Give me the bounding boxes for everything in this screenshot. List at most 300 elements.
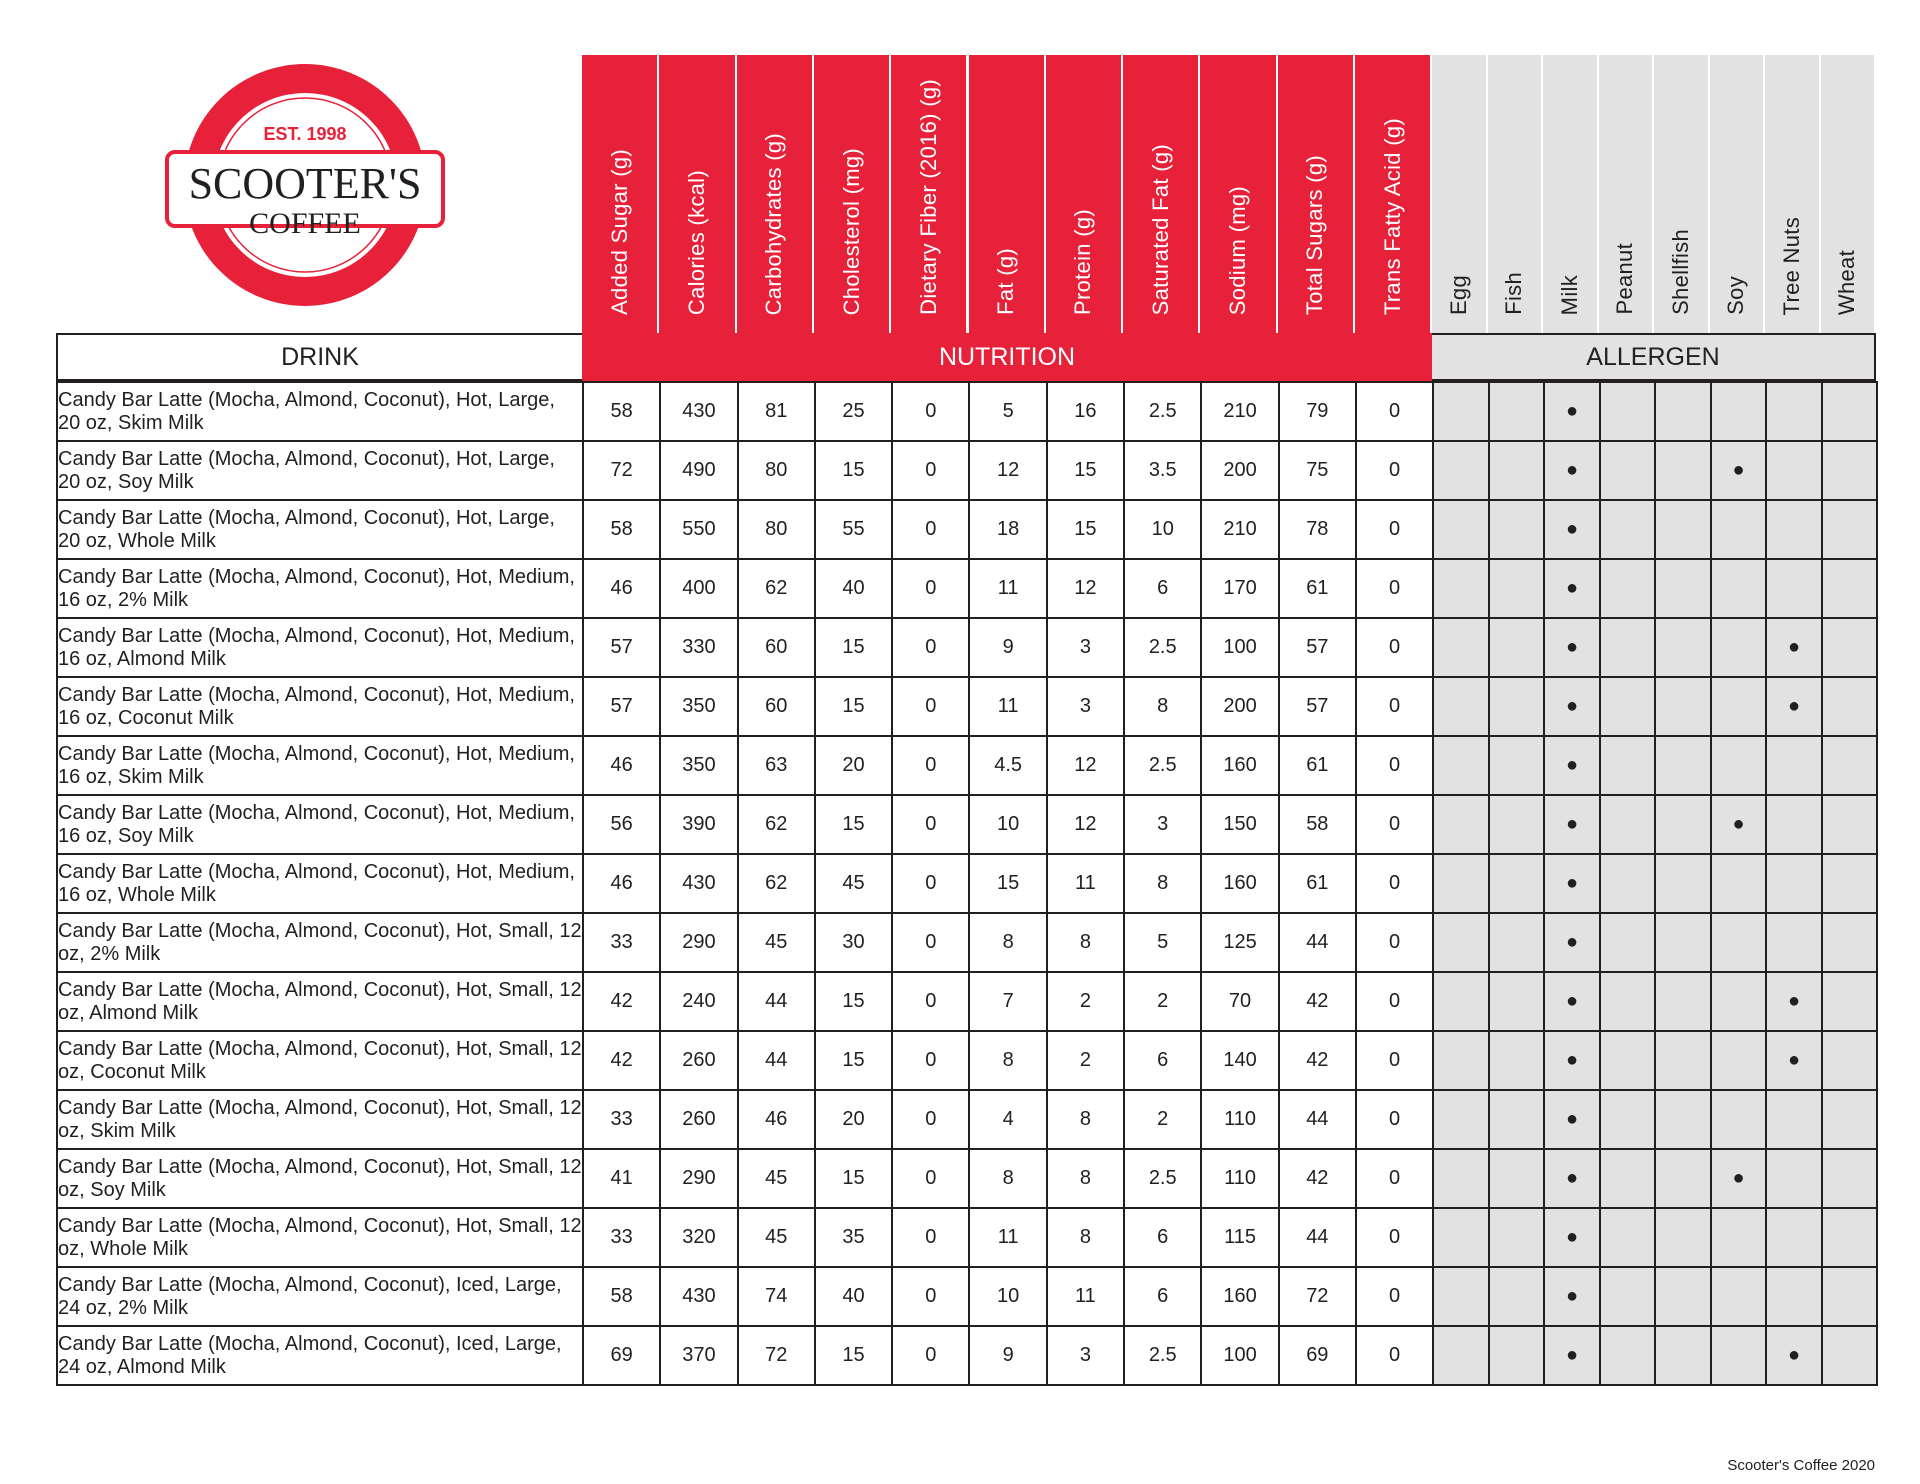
nutrition-value-cell: 0 xyxy=(1356,795,1433,854)
nutrition-value-cell: 8 xyxy=(969,1031,1046,1090)
table-row xyxy=(57,736,1877,795)
nutrition-value-cell: 45 xyxy=(738,1208,815,1267)
nutrition-value-cell: 160 xyxy=(1201,736,1278,795)
nutrition-value-cell: 15 xyxy=(815,972,892,1031)
nutrition-column-header xyxy=(737,55,814,335)
allergen-marker-cell xyxy=(1655,1090,1711,1149)
allergen-marker-cell xyxy=(1822,1149,1878,1208)
nutrition-value-cell: 390 xyxy=(660,795,737,854)
nutrition-value-cell: 0 xyxy=(1356,913,1433,972)
nutrition-value-cell: 0 xyxy=(1356,618,1433,677)
table-row xyxy=(57,1208,1877,1267)
allergen-marker-cell xyxy=(1433,795,1489,854)
nutrition-value-cell: 0 xyxy=(1356,1326,1433,1385)
nutrition-value-cell: 0 xyxy=(892,1090,969,1149)
nutrition-value-cell: 70 xyxy=(1201,972,1278,1031)
allergen-column-header xyxy=(1432,55,1488,335)
allergen-column-label: Soy xyxy=(1723,276,1749,315)
allergen-marker-cell: ● xyxy=(1766,1326,1822,1385)
allergen-marker-cell xyxy=(1433,972,1489,1031)
nutrition-value-cell: 8 xyxy=(1124,677,1201,736)
nutrition-value-cell: 63 xyxy=(738,736,815,795)
nutrition-value-cell: 45 xyxy=(738,913,815,972)
allergen-marker-cell xyxy=(1711,382,1767,441)
allergen-marker-cell xyxy=(1433,1208,1489,1267)
allergen-marker-cell xyxy=(1489,559,1545,618)
allergen-marker-cell: ● xyxy=(1544,1208,1600,1267)
allergen-column-header xyxy=(1765,55,1821,335)
table-row xyxy=(57,382,1877,441)
nutrition-value-cell: 0 xyxy=(1356,559,1433,618)
nutrition-value-cell: 80 xyxy=(738,441,815,500)
allergen-marker-cell xyxy=(1766,1090,1822,1149)
allergen-marker-cell xyxy=(1433,677,1489,736)
nutrition-value-cell: 0 xyxy=(1356,1208,1433,1267)
allergen-column-header xyxy=(1543,55,1599,335)
allergen-marker-cell xyxy=(1600,1326,1656,1385)
scooters-coffee-logo xyxy=(163,60,447,310)
nutrition-value-cell: 6 xyxy=(1124,1031,1201,1090)
nutrition-value-cell: 2.5 xyxy=(1124,736,1201,795)
table-body xyxy=(57,382,1877,1385)
allergen-marker-cell xyxy=(1655,559,1711,618)
nutrition-column-header xyxy=(582,55,659,335)
allergen-marker-cell xyxy=(1600,1208,1656,1267)
allergen-column-header xyxy=(1710,55,1766,335)
table-row xyxy=(57,500,1877,559)
nutrition-value-cell: 0 xyxy=(1356,736,1433,795)
nutrition-value-cell: 11 xyxy=(969,559,1046,618)
allergen-marker-cell xyxy=(1822,677,1878,736)
nutrition-value-cell: 62 xyxy=(738,854,815,913)
nutrition-value-cell: 2 xyxy=(1124,1090,1201,1149)
nutrition-value-cell: 110 xyxy=(1201,1090,1278,1149)
allergen-marker-cell xyxy=(1711,1031,1767,1090)
nutrition-value-cell: 11 xyxy=(969,677,1046,736)
allergen-marker-cell xyxy=(1489,1090,1545,1149)
nutrition-value-cell: 370 xyxy=(660,1326,737,1385)
nutrition-value-cell: 3 xyxy=(1047,618,1124,677)
allergen-marker-cell xyxy=(1822,1090,1878,1149)
nutrition-value-cell: 0 xyxy=(892,618,969,677)
nutrition-value-cell: 0 xyxy=(892,559,969,618)
nutrition-column-label: Carbohydrates (g) xyxy=(761,132,787,315)
allergen-marker-cell xyxy=(1600,441,1656,500)
allergen-column-label: Shellfish xyxy=(1667,229,1693,315)
nutrition-value-cell: 3 xyxy=(1047,1326,1124,1385)
nutrition-value-cell: 75 xyxy=(1279,441,1356,500)
drink-name-cell: Candy Bar Latte (Mocha, Almond, Coconut), Hot, Medium, 16 oz, 2% Milk xyxy=(57,559,583,618)
nutrition-value-cell: 100 xyxy=(1201,618,1278,677)
nutrition-value-cell: 30 xyxy=(815,913,892,972)
nutrition-value-cell: 6 xyxy=(1124,1267,1201,1326)
nutrition-value-cell: 125 xyxy=(1201,913,1278,972)
allergen-marker-cell xyxy=(1489,500,1545,559)
allergen-marker-cell xyxy=(1433,1031,1489,1090)
nutrition-value-cell: 57 xyxy=(583,677,660,736)
allergen-marker-cell xyxy=(1822,618,1878,677)
allergen-marker-cell: ● xyxy=(1544,677,1600,736)
nutrition-value-cell: 0 xyxy=(1356,1267,1433,1326)
allergen-marker-cell xyxy=(1433,500,1489,559)
nutrition-value-cell: 12 xyxy=(1047,736,1124,795)
allergen-column-label: Egg xyxy=(1445,274,1471,315)
allergen-marker-cell xyxy=(1600,618,1656,677)
nutrition-value-cell: 18 xyxy=(969,500,1046,559)
nutrition-column-label: Trans Fatty Acid (g) xyxy=(1379,117,1405,315)
nutrition-value-cell: 45 xyxy=(738,1149,815,1208)
nutrition-value-cell: 0 xyxy=(892,1326,969,1385)
nutrition-value-cell: 58 xyxy=(583,382,660,441)
nutrition-value-cell: 0 xyxy=(892,1267,969,1326)
allergen-marker-cell xyxy=(1822,1267,1878,1326)
nutrition-value-cell: 0 xyxy=(1356,1149,1433,1208)
allergen-marker-cell xyxy=(1489,677,1545,736)
nutrition-value-cell: 74 xyxy=(738,1267,815,1326)
allergen-marker-cell xyxy=(1655,500,1711,559)
nutrition-value-cell: 0 xyxy=(892,854,969,913)
drink-name-cell: Candy Bar Latte (Mocha, Almond, Coconut), Hot, Medium, 16 oz, Skim Milk xyxy=(57,736,583,795)
allergen-marker-cell xyxy=(1711,913,1767,972)
drink-name-cell: Candy Bar Latte (Mocha, Almond, Coconut), Hot, Small, 12 oz, Whole Milk xyxy=(57,1208,583,1267)
nutrition-value-cell: 4.5 xyxy=(969,736,1046,795)
nutrition-value-cell: 400 xyxy=(660,559,737,618)
allergen-marker-cell xyxy=(1489,795,1545,854)
allergen-marker-cell: ● xyxy=(1544,1326,1600,1385)
allergen-marker-cell xyxy=(1489,1326,1545,1385)
table-row xyxy=(57,1090,1877,1149)
allergen-marker-cell: ● xyxy=(1544,559,1600,618)
nutrition-section-header: NUTRITION xyxy=(582,333,1432,381)
allergen-marker-cell xyxy=(1433,1149,1489,1208)
nutrition-value-cell: 61 xyxy=(1279,736,1356,795)
nutrition-value-cell: 100 xyxy=(1201,1326,1278,1385)
nutrition-value-cell: 42 xyxy=(1279,1149,1356,1208)
nutrition-value-cell: 11 xyxy=(969,1208,1046,1267)
allergen-marker-cell xyxy=(1822,1031,1878,1090)
allergen-marker-cell xyxy=(1489,972,1545,1031)
nutrition-value-cell: 11 xyxy=(1047,1267,1124,1326)
nutrition-value-cell: 33 xyxy=(583,913,660,972)
nutrition-value-cell: 490 xyxy=(660,441,737,500)
nutrition-value-cell: 69 xyxy=(583,1326,660,1385)
nutrition-value-cell: 44 xyxy=(1279,1208,1356,1267)
table-row xyxy=(57,618,1877,677)
table-row xyxy=(57,677,1877,736)
drink-name-cell: Candy Bar Latte (Mocha, Almond, Coconut), Hot, Small, 12 oz, Almond Milk xyxy=(57,972,583,1031)
nutrition-value-cell: 8 xyxy=(1124,854,1201,913)
nutrition-value-cell: 69 xyxy=(1279,1326,1356,1385)
allergen-marker-cell xyxy=(1655,382,1711,441)
allergen-marker-cell xyxy=(1766,854,1822,913)
allergen-marker-cell xyxy=(1655,1149,1711,1208)
allergen-marker-cell xyxy=(1600,736,1656,795)
allergen-marker-cell xyxy=(1766,441,1822,500)
nutrition-column-header xyxy=(1355,55,1432,335)
logo-name-text: SCOOTER'S xyxy=(188,159,422,208)
drink-name-cell: Candy Bar Latte (Mocha, Almond, Coconut), Hot, Medium, 16 oz, Soy Milk xyxy=(57,795,583,854)
allergen-marker-cell: ● xyxy=(1766,618,1822,677)
nutrition-value-cell: 44 xyxy=(1279,913,1356,972)
nutrition-value-cell: 61 xyxy=(1279,559,1356,618)
nutrition-value-cell: 0 xyxy=(892,500,969,559)
allergen-marker-cell xyxy=(1711,1090,1767,1149)
allergen-marker-cell xyxy=(1822,795,1878,854)
nutrition-value-cell: 78 xyxy=(1279,500,1356,559)
allergen-column-label: Tree Nuts xyxy=(1778,216,1804,315)
nutrition-value-cell: 350 xyxy=(660,677,737,736)
nutrition-value-cell: 290 xyxy=(660,913,737,972)
nutrition-value-cell: 2 xyxy=(1047,1031,1124,1090)
nutrition-value-cell: 42 xyxy=(1279,1031,1356,1090)
nutrition-value-cell: 320 xyxy=(660,1208,737,1267)
nutrition-value-cell: 80 xyxy=(738,500,815,559)
allergen-marker-cell: ● xyxy=(1766,1031,1822,1090)
nutrition-value-cell: 0 xyxy=(892,677,969,736)
allergen-marker-cell xyxy=(1600,1267,1656,1326)
drink-name-cell: Candy Bar Latte (Mocha, Almond, Coconut), Iced, Large, 24 oz, 2% Milk xyxy=(57,1267,583,1326)
nutrition-table xyxy=(56,381,1878,1386)
nutrition-value-cell: 15 xyxy=(815,441,892,500)
allergen-marker-cell xyxy=(1433,559,1489,618)
allergen-marker-cell xyxy=(1766,913,1822,972)
allergen-marker-cell xyxy=(1433,382,1489,441)
nutrition-value-cell: 2.5 xyxy=(1124,618,1201,677)
nutrition-value-cell: 45 xyxy=(815,854,892,913)
nutrition-value-cell: 12 xyxy=(969,441,1046,500)
allergen-marker-cell: ● xyxy=(1711,795,1767,854)
allergen-marker-cell: ● xyxy=(1544,382,1600,441)
nutrition-value-cell: 81 xyxy=(738,382,815,441)
nutrition-value-cell: 41 xyxy=(583,1149,660,1208)
nutrition-value-cell: 330 xyxy=(660,618,737,677)
nutrition-value-cell: 2 xyxy=(1124,972,1201,1031)
allergen-marker-cell xyxy=(1711,500,1767,559)
allergen-marker-cell: ● xyxy=(1711,441,1767,500)
nutrition-value-cell: 0 xyxy=(892,913,969,972)
nutrition-value-cell: 35 xyxy=(815,1208,892,1267)
nutrition-value-cell: 9 xyxy=(969,618,1046,677)
allergen-marker-cell xyxy=(1655,1031,1711,1090)
nutrition-column-header xyxy=(1123,55,1200,335)
drink-name-cell: Candy Bar Latte (Mocha, Almond, Coconut), Hot, Medium, 16 oz, Coconut Milk xyxy=(57,677,583,736)
drink-name-cell: Candy Bar Latte (Mocha, Almond, Coconut), Hot, Small, 12 oz, Soy Milk xyxy=(57,1149,583,1208)
table-row xyxy=(57,1326,1877,1385)
nutrition-value-cell: 0 xyxy=(1356,382,1433,441)
allergen-marker-cell xyxy=(1600,1149,1656,1208)
nutrition-value-cell: 72 xyxy=(583,441,660,500)
allergen-marker-cell: ● xyxy=(1544,1090,1600,1149)
nutrition-value-cell: 56 xyxy=(583,795,660,854)
nutrition-value-cell: 44 xyxy=(738,972,815,1031)
allergen-marker-cell xyxy=(1655,1208,1711,1267)
allergen-marker-cell: ● xyxy=(1544,795,1600,854)
allergen-marker-cell: ● xyxy=(1544,854,1600,913)
table-row xyxy=(57,1031,1877,1090)
allergen-marker-cell xyxy=(1433,736,1489,795)
nutrition-value-cell: 40 xyxy=(815,1267,892,1326)
nutrition-value-cell: 0 xyxy=(892,1208,969,1267)
nutrition-value-cell: 0 xyxy=(892,795,969,854)
nutrition-value-cell: 115 xyxy=(1201,1208,1278,1267)
nutrition-value-cell: 55 xyxy=(815,500,892,559)
drink-name-cell: Candy Bar Latte (Mocha, Almond, Coconut), Hot, Small, 12 oz, Skim Milk xyxy=(57,1090,583,1149)
footer-credit: Scooter's Coffee 2020 xyxy=(1727,1457,1875,1474)
allergen-marker-cell xyxy=(1711,1267,1767,1326)
allergen-marker-cell xyxy=(1711,1208,1767,1267)
nutrition-value-cell: 0 xyxy=(1356,1090,1433,1149)
table-row xyxy=(57,795,1877,854)
allergen-marker-cell xyxy=(1600,559,1656,618)
allergen-marker-cell: ● xyxy=(1544,736,1600,795)
allergen-marker-cell xyxy=(1766,1208,1822,1267)
nutrition-column-header xyxy=(659,55,736,335)
nutrition-value-cell: 2.5 xyxy=(1124,1326,1201,1385)
nutrition-value-cell: 0 xyxy=(1356,1031,1433,1090)
allergen-marker-cell: ● xyxy=(1711,1149,1767,1208)
nutrition-value-cell: 20 xyxy=(815,736,892,795)
allergen-marker-cell xyxy=(1655,854,1711,913)
allergen-marker-cell: ● xyxy=(1544,972,1600,1031)
nutrition-value-cell: 0 xyxy=(1356,854,1433,913)
nutrition-value-cell: 12 xyxy=(1047,795,1124,854)
allergen-marker-cell xyxy=(1433,1267,1489,1326)
drink-name-cell: Candy Bar Latte (Mocha, Almond, Coconut), Hot, Large, 20 oz, Whole Milk xyxy=(57,500,583,559)
allergen-marker-cell xyxy=(1489,1267,1545,1326)
nutrition-value-cell: 46 xyxy=(583,736,660,795)
allergen-marker-cell xyxy=(1655,972,1711,1031)
nutrition-value-cell: 200 xyxy=(1201,441,1278,500)
nutrition-value-cell: 60 xyxy=(738,618,815,677)
allergen-marker-cell xyxy=(1489,1031,1545,1090)
allergen-marker-cell xyxy=(1433,854,1489,913)
allergen-marker-cell xyxy=(1600,854,1656,913)
allergen-marker-cell xyxy=(1489,618,1545,677)
nutrition-value-cell: 15 xyxy=(815,1326,892,1385)
nutrition-value-cell: 0 xyxy=(892,1149,969,1208)
logo-sub-text: COFFEE xyxy=(249,207,361,240)
nutrition-value-cell: 350 xyxy=(660,736,737,795)
table-row xyxy=(57,1267,1877,1326)
nutrition-value-cell: 79 xyxy=(1279,382,1356,441)
nutrition-value-cell: 8 xyxy=(1047,1208,1124,1267)
nutrition-value-cell: 25 xyxy=(815,382,892,441)
allergen-column-header xyxy=(1488,55,1544,335)
table-row xyxy=(57,854,1877,913)
nutrition-column-label: Dietary Fiber (2016) (g) xyxy=(915,79,941,315)
nutrition-value-cell: 550 xyxy=(660,500,737,559)
nutrition-column-label: Cholesterol (mg) xyxy=(838,147,864,315)
allergen-marker-cell xyxy=(1433,1326,1489,1385)
allergen-marker-cell: ● xyxy=(1766,677,1822,736)
allergen-section-header: ALLERGEN xyxy=(1432,333,1876,381)
nutrition-value-cell: 8 xyxy=(969,1149,1046,1208)
nutrition-value-cell: 0 xyxy=(892,972,969,1031)
drink-name-cell: Candy Bar Latte (Mocha, Almond, Coconut), Hot, Large, 20 oz, Skim Milk xyxy=(57,382,583,441)
nutrition-value-cell: 160 xyxy=(1201,854,1278,913)
nutrition-value-cell: 150 xyxy=(1201,795,1278,854)
allergen-marker-cell xyxy=(1489,1208,1545,1267)
allergen-marker-cell: ● xyxy=(1544,1149,1600,1208)
allergen-marker-cell xyxy=(1766,795,1822,854)
nutrition-value-cell: 58 xyxy=(583,1267,660,1326)
nutrition-value-cell: 8 xyxy=(1047,913,1124,972)
nutrition-value-cell: 58 xyxy=(583,500,660,559)
nutrition-value-cell: 42 xyxy=(1279,972,1356,1031)
allergen-marker-cell xyxy=(1822,913,1878,972)
nutrition-column-label: Fat (g) xyxy=(993,248,1019,315)
allergen-marker-cell xyxy=(1655,736,1711,795)
nutrition-value-cell: 200 xyxy=(1201,677,1278,736)
allergen-marker-cell xyxy=(1489,736,1545,795)
nutrition-value-cell: 8 xyxy=(1047,1149,1124,1208)
allergen-column-header xyxy=(1599,55,1655,335)
allergen-marker-cell xyxy=(1600,913,1656,972)
drink-name-cell: Candy Bar Latte (Mocha, Almond, Coconut), Iced, Large, 24 oz, Almond Milk xyxy=(57,1326,583,1385)
drink-name-cell: Candy Bar Latte (Mocha, Almond, Coconut), Hot, Small, 12 oz, Coconut Milk xyxy=(57,1031,583,1090)
allergen-marker-cell xyxy=(1766,382,1822,441)
nutrition-value-cell: 140 xyxy=(1201,1031,1278,1090)
nutrition-value-cell: 15 xyxy=(815,677,892,736)
allergen-marker-cell xyxy=(1600,382,1656,441)
allergen-marker-cell: ● xyxy=(1544,913,1600,972)
nutrition-value-cell: 57 xyxy=(583,618,660,677)
drink-name-cell: Candy Bar Latte (Mocha, Almond, Coconut), Hot, Large, 20 oz, Soy Milk xyxy=(57,441,583,500)
nutrition-value-cell: 10 xyxy=(969,795,1046,854)
allergen-marker-cell xyxy=(1655,795,1711,854)
drink-section-header: DRINK xyxy=(56,333,582,381)
drink-name-cell: Candy Bar Latte (Mocha, Almond, Coconut), Hot, Medium, 16 oz, Whole Milk xyxy=(57,854,583,913)
nutrition-value-cell: 5 xyxy=(1124,913,1201,972)
nutrition-value-cell: 290 xyxy=(660,1149,737,1208)
nutrition-value-cell: 15 xyxy=(1047,441,1124,500)
allergen-column-header xyxy=(1821,55,1877,335)
nutrition-value-cell: 8 xyxy=(1047,1090,1124,1149)
allergen-marker-cell xyxy=(1489,441,1545,500)
nutrition-value-cell: 3 xyxy=(1047,677,1124,736)
allergen-marker-cell xyxy=(1489,1149,1545,1208)
nutrition-value-cell: 0 xyxy=(892,1031,969,1090)
nutrition-value-cell: 0 xyxy=(892,441,969,500)
table-row xyxy=(57,1149,1877,1208)
nutrition-value-cell: 42 xyxy=(583,972,660,1031)
nutrition-value-cell: 16 xyxy=(1047,382,1124,441)
nutrition-value-cell: 430 xyxy=(660,1267,737,1326)
table-row xyxy=(57,972,1877,1031)
nutrition-value-cell: 33 xyxy=(583,1090,660,1149)
nutrition-value-cell: 72 xyxy=(738,1326,815,1385)
allergen-marker-cell xyxy=(1711,736,1767,795)
allergen-marker-cell xyxy=(1711,1326,1767,1385)
allergen-marker-cell xyxy=(1822,1326,1878,1385)
nutrition-column-header xyxy=(1046,55,1123,335)
nutrition-value-cell: 0 xyxy=(1356,972,1433,1031)
allergen-marker-cell xyxy=(1655,1267,1711,1326)
nutrition-value-cell: 9 xyxy=(969,1326,1046,1385)
nutrition-value-cell: 210 xyxy=(1201,382,1278,441)
allergen-marker-cell xyxy=(1489,913,1545,972)
nutrition-value-cell: 4 xyxy=(969,1090,1046,1149)
allergen-marker-cell xyxy=(1822,972,1878,1031)
allergen-marker-cell: ● xyxy=(1544,1267,1600,1326)
nutrition-column-label: Added Sugar (g) xyxy=(606,149,632,315)
allergen-marker-cell xyxy=(1766,1267,1822,1326)
allergen-marker-cell xyxy=(1655,1326,1711,1385)
nutrition-value-cell: 57 xyxy=(1279,677,1356,736)
nutrition-value-cell: 46 xyxy=(583,854,660,913)
allergen-marker-cell xyxy=(1766,559,1822,618)
nutrition-column-label: Total Sugars (g) xyxy=(1302,154,1328,315)
